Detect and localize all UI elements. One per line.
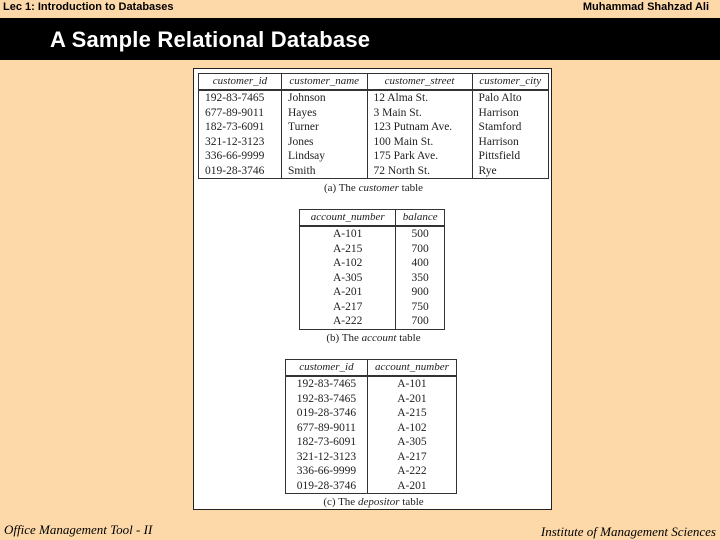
table-cell: 700 bbox=[396, 242, 445, 257]
table-row bbox=[286, 392, 457, 407]
table-row bbox=[300, 271, 445, 286]
course-header: Lec 1: Introduction to Databases bbox=[3, 1, 174, 13]
column-header: account_number bbox=[300, 210, 396, 227]
table-row bbox=[199, 106, 549, 121]
table-cell: 700 bbox=[396, 314, 445, 329]
table-cell: 100 Main St. bbox=[367, 135, 472, 150]
table-row bbox=[300, 314, 445, 329]
table-row bbox=[199, 120, 549, 135]
column-header: customer_city bbox=[472, 74, 548, 91]
table-cell: 500 bbox=[396, 226, 445, 242]
slide-title-bar bbox=[0, 18, 720, 60]
table-cell: 677-89-9011 bbox=[199, 106, 282, 121]
column-header: balance bbox=[396, 210, 445, 227]
table-cell: 900 bbox=[396, 285, 445, 300]
slide-title: A Sample Relational Database bbox=[50, 27, 371, 52]
table-cell: A-217 bbox=[367, 450, 456, 465]
table-row bbox=[286, 376, 457, 392]
table-row bbox=[300, 242, 445, 257]
customer-table bbox=[198, 73, 549, 179]
table-cell: A-201 bbox=[300, 285, 396, 300]
table-cell: 019-28-3746 bbox=[286, 406, 368, 421]
table-cell: Harrison bbox=[472, 135, 548, 150]
table-cell: Jones bbox=[281, 135, 367, 150]
table-cell: 123 Putnam Ave. bbox=[367, 120, 472, 135]
table-row bbox=[286, 479, 457, 494]
depositor-table bbox=[285, 359, 457, 494]
table-cell: A-215 bbox=[367, 406, 456, 421]
table-cell: A-101 bbox=[300, 226, 396, 242]
table-cell: 321-12-3123 bbox=[199, 135, 282, 150]
table-cell: A-201 bbox=[367, 392, 456, 407]
table-cell: 019-28-3746 bbox=[286, 479, 368, 494]
table-cell: A-305 bbox=[367, 435, 456, 450]
table-cell: A-102 bbox=[367, 421, 456, 436]
table-cell: 321-12-3123 bbox=[286, 450, 368, 465]
table-cell: A-217 bbox=[300, 300, 396, 315]
author-header: Muhammad Shahzad Ali bbox=[582, 1, 709, 13]
table-row bbox=[199, 90, 549, 106]
table-row bbox=[286, 406, 457, 421]
table-row bbox=[286, 421, 457, 436]
table-cell: 336-66-9999 bbox=[199, 149, 282, 164]
table-cell: 12 Alma St. bbox=[367, 90, 472, 106]
table-row bbox=[300, 256, 445, 271]
table-cell: 182-73-6091 bbox=[286, 435, 368, 450]
column-header: account_number bbox=[367, 360, 456, 377]
column-header: customer_id bbox=[286, 360, 368, 377]
table-cell: 019-28-3746 bbox=[199, 164, 282, 179]
customer-table-caption: (a) The customer table bbox=[323, 182, 424, 194]
table-cell: 192-83-7465 bbox=[286, 376, 368, 392]
table-cell: Turner bbox=[281, 120, 367, 135]
relational-database-figure bbox=[193, 68, 552, 510]
table-cell: A-305 bbox=[300, 271, 396, 286]
table-cell: A-101 bbox=[367, 376, 456, 392]
table-cell: 72 North St. bbox=[367, 164, 472, 179]
column-header: customer_name bbox=[281, 74, 367, 91]
table-cell: Pittsfield bbox=[472, 149, 548, 164]
table-cell: Lindsay bbox=[281, 149, 367, 164]
table-cell: Palo Alto bbox=[472, 90, 548, 106]
table-row bbox=[286, 450, 457, 465]
table-cell: 192-83-7465 bbox=[286, 392, 368, 407]
table-cell: Hayes bbox=[281, 106, 367, 121]
depositor-table-caption: (c) The depositor table bbox=[323, 496, 424, 508]
table-cell: 750 bbox=[396, 300, 445, 315]
table-row bbox=[199, 135, 549, 150]
table-cell: 3 Main St. bbox=[367, 106, 472, 121]
table-row bbox=[300, 285, 445, 300]
table-cell: 350 bbox=[396, 271, 445, 286]
table-cell: 182-73-6091 bbox=[199, 120, 282, 135]
table-cell: 175 Park Ave. bbox=[367, 149, 472, 164]
table-row bbox=[286, 435, 457, 450]
table-cell: Stamford bbox=[472, 120, 548, 135]
table-cell: 336-66-9999 bbox=[286, 464, 368, 479]
table-cell: Johnson bbox=[281, 90, 367, 106]
table-row bbox=[300, 226, 445, 242]
table-cell: A-222 bbox=[300, 314, 396, 329]
table-cell: Harrison bbox=[472, 106, 548, 121]
table-row bbox=[199, 149, 549, 164]
column-header: customer_street bbox=[367, 74, 472, 91]
table-row bbox=[286, 464, 457, 479]
footer-institute: Institute of Management Sciences bbox=[540, 524, 716, 539]
table-row bbox=[300, 300, 445, 315]
table-cell: A-102 bbox=[300, 256, 396, 271]
account-table-caption: (b) The account table bbox=[326, 332, 421, 344]
table-cell: Smith bbox=[281, 164, 367, 179]
table-cell: Rye bbox=[472, 164, 548, 179]
column-header: customer_id bbox=[199, 74, 282, 91]
table-row bbox=[199, 164, 549, 179]
footer-course: Office Management Tool - II bbox=[4, 522, 153, 537]
table-cell: 192-83-7465 bbox=[199, 90, 282, 106]
table-cell: 677-89-9011 bbox=[286, 421, 368, 436]
table-cell: A-222 bbox=[367, 464, 456, 479]
account-table bbox=[299, 209, 445, 330]
table-cell: 400 bbox=[396, 256, 445, 271]
table-cell: A-215 bbox=[300, 242, 396, 257]
table-cell: A-201 bbox=[367, 479, 456, 494]
